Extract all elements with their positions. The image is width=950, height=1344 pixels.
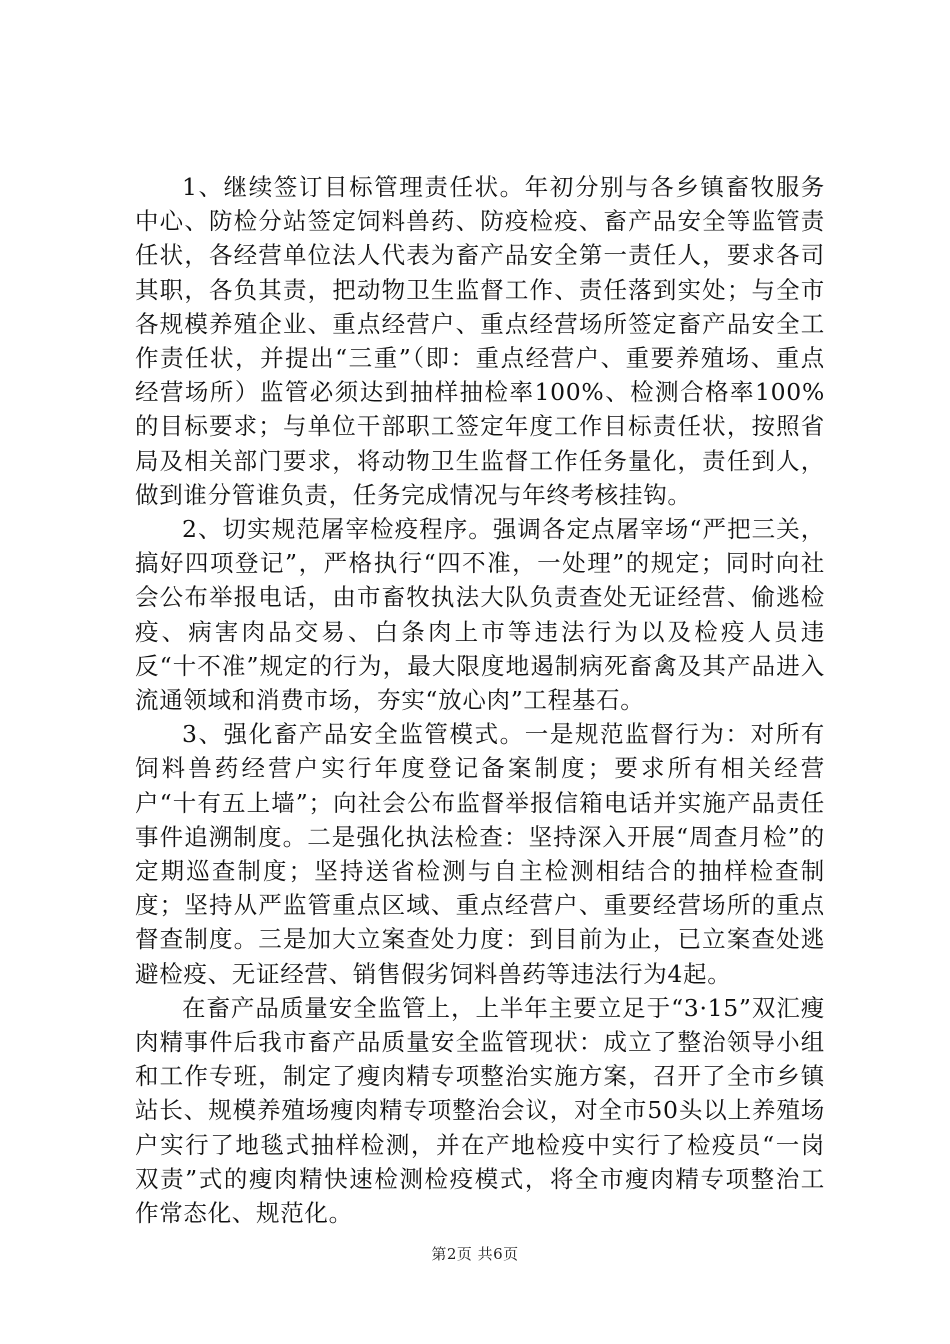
page-number-footer: 第2页 共6页 (431, 1245, 519, 1263)
paragraph-4: 在畜产品质量安全监管上，上半年主要立足于“3·15”双汇瘦肉精事件后我市畜产品质量安全监管现状：成立了整治领导小组和工作专班，制定了瘦肉精专项整治实施方案，召开了全市乡镇站长、规模养殖场瘦肉精专项整治会议，对全市50头以上养殖场户实行了地毯式抽样检测，并在产地检疫中实行了检疫员“一岗双责”式的瘦肉精快速检测检疫模式，将全市瘦肉精专项整治工作常态化、规范化。 (135, 993, 825, 1228)
paragraph-3: 3、强化畜产品安全监管模式。一是规范监督行为：对所有饲料兽药经营户实行年度登记备案制度；要求所有相关经营户“十有五上墙”；向社会公布监督举报信箱电话并实施产品责任事件追溯制度。二是强化执法检查：坚持深入开展“周查月检”的定期巡查制度；坚持送省检测与自主检测相结合的抽样检查制度；坚持从严监管重点区域、重点经营户、重要经营场所的重点督查制度。三是加大立案查处力度：到目前为止，已立案查处逃避检疫、无证经营、销售假劣饲料兽药等违法行为4起。 (135, 720, 825, 988)
document-body (135, 170, 825, 1230)
paragraph-1: 1、继续签订目标管理责任状。年初分别与各乡镇畜牧服务中心、防检分站签定饲料兽药、防疫检疫、畜产品安全等监管责任状，各经营单位法人代表为畜产品安全第一责任人，要求各司其职，各负其责，把动物卫生监督工作、责任落到实处；与全市各规模养殖企业、重点经营户、重点经营场所签定畜产品安全工作责任状，并提出“三重”（即：重点经营户、重要养殖场、重点经营场所）监管必须达到抽样抽检率100%、检测合格率100%的目标要求；与单位干部职工签定年度工作目标责任状，按照省局及相关部门要求，将动物卫生监督工作任务量化，责任到人，做到谁分管谁负责，任务完成情况与年终考核挂钩。 (135, 173, 825, 509)
paragraph-2: 2、切实规范屠宰检疫程序。强调各定点屠宰场“严把三关，搞好四项登记”，严格执行“四不准，一处理”的规定；同时向社会公布举报电话，由市畜牧执法大队负责查处无证经营、偷逃检疫、病害肉品交易、白条肉上市等违法行为以及检疫人员违反“十不准”规定的行为，最大限度地遏制病死畜禽及其产品进入流通领域和消费市场，夯实“放心肉”工程基石。 (135, 515, 825, 715)
